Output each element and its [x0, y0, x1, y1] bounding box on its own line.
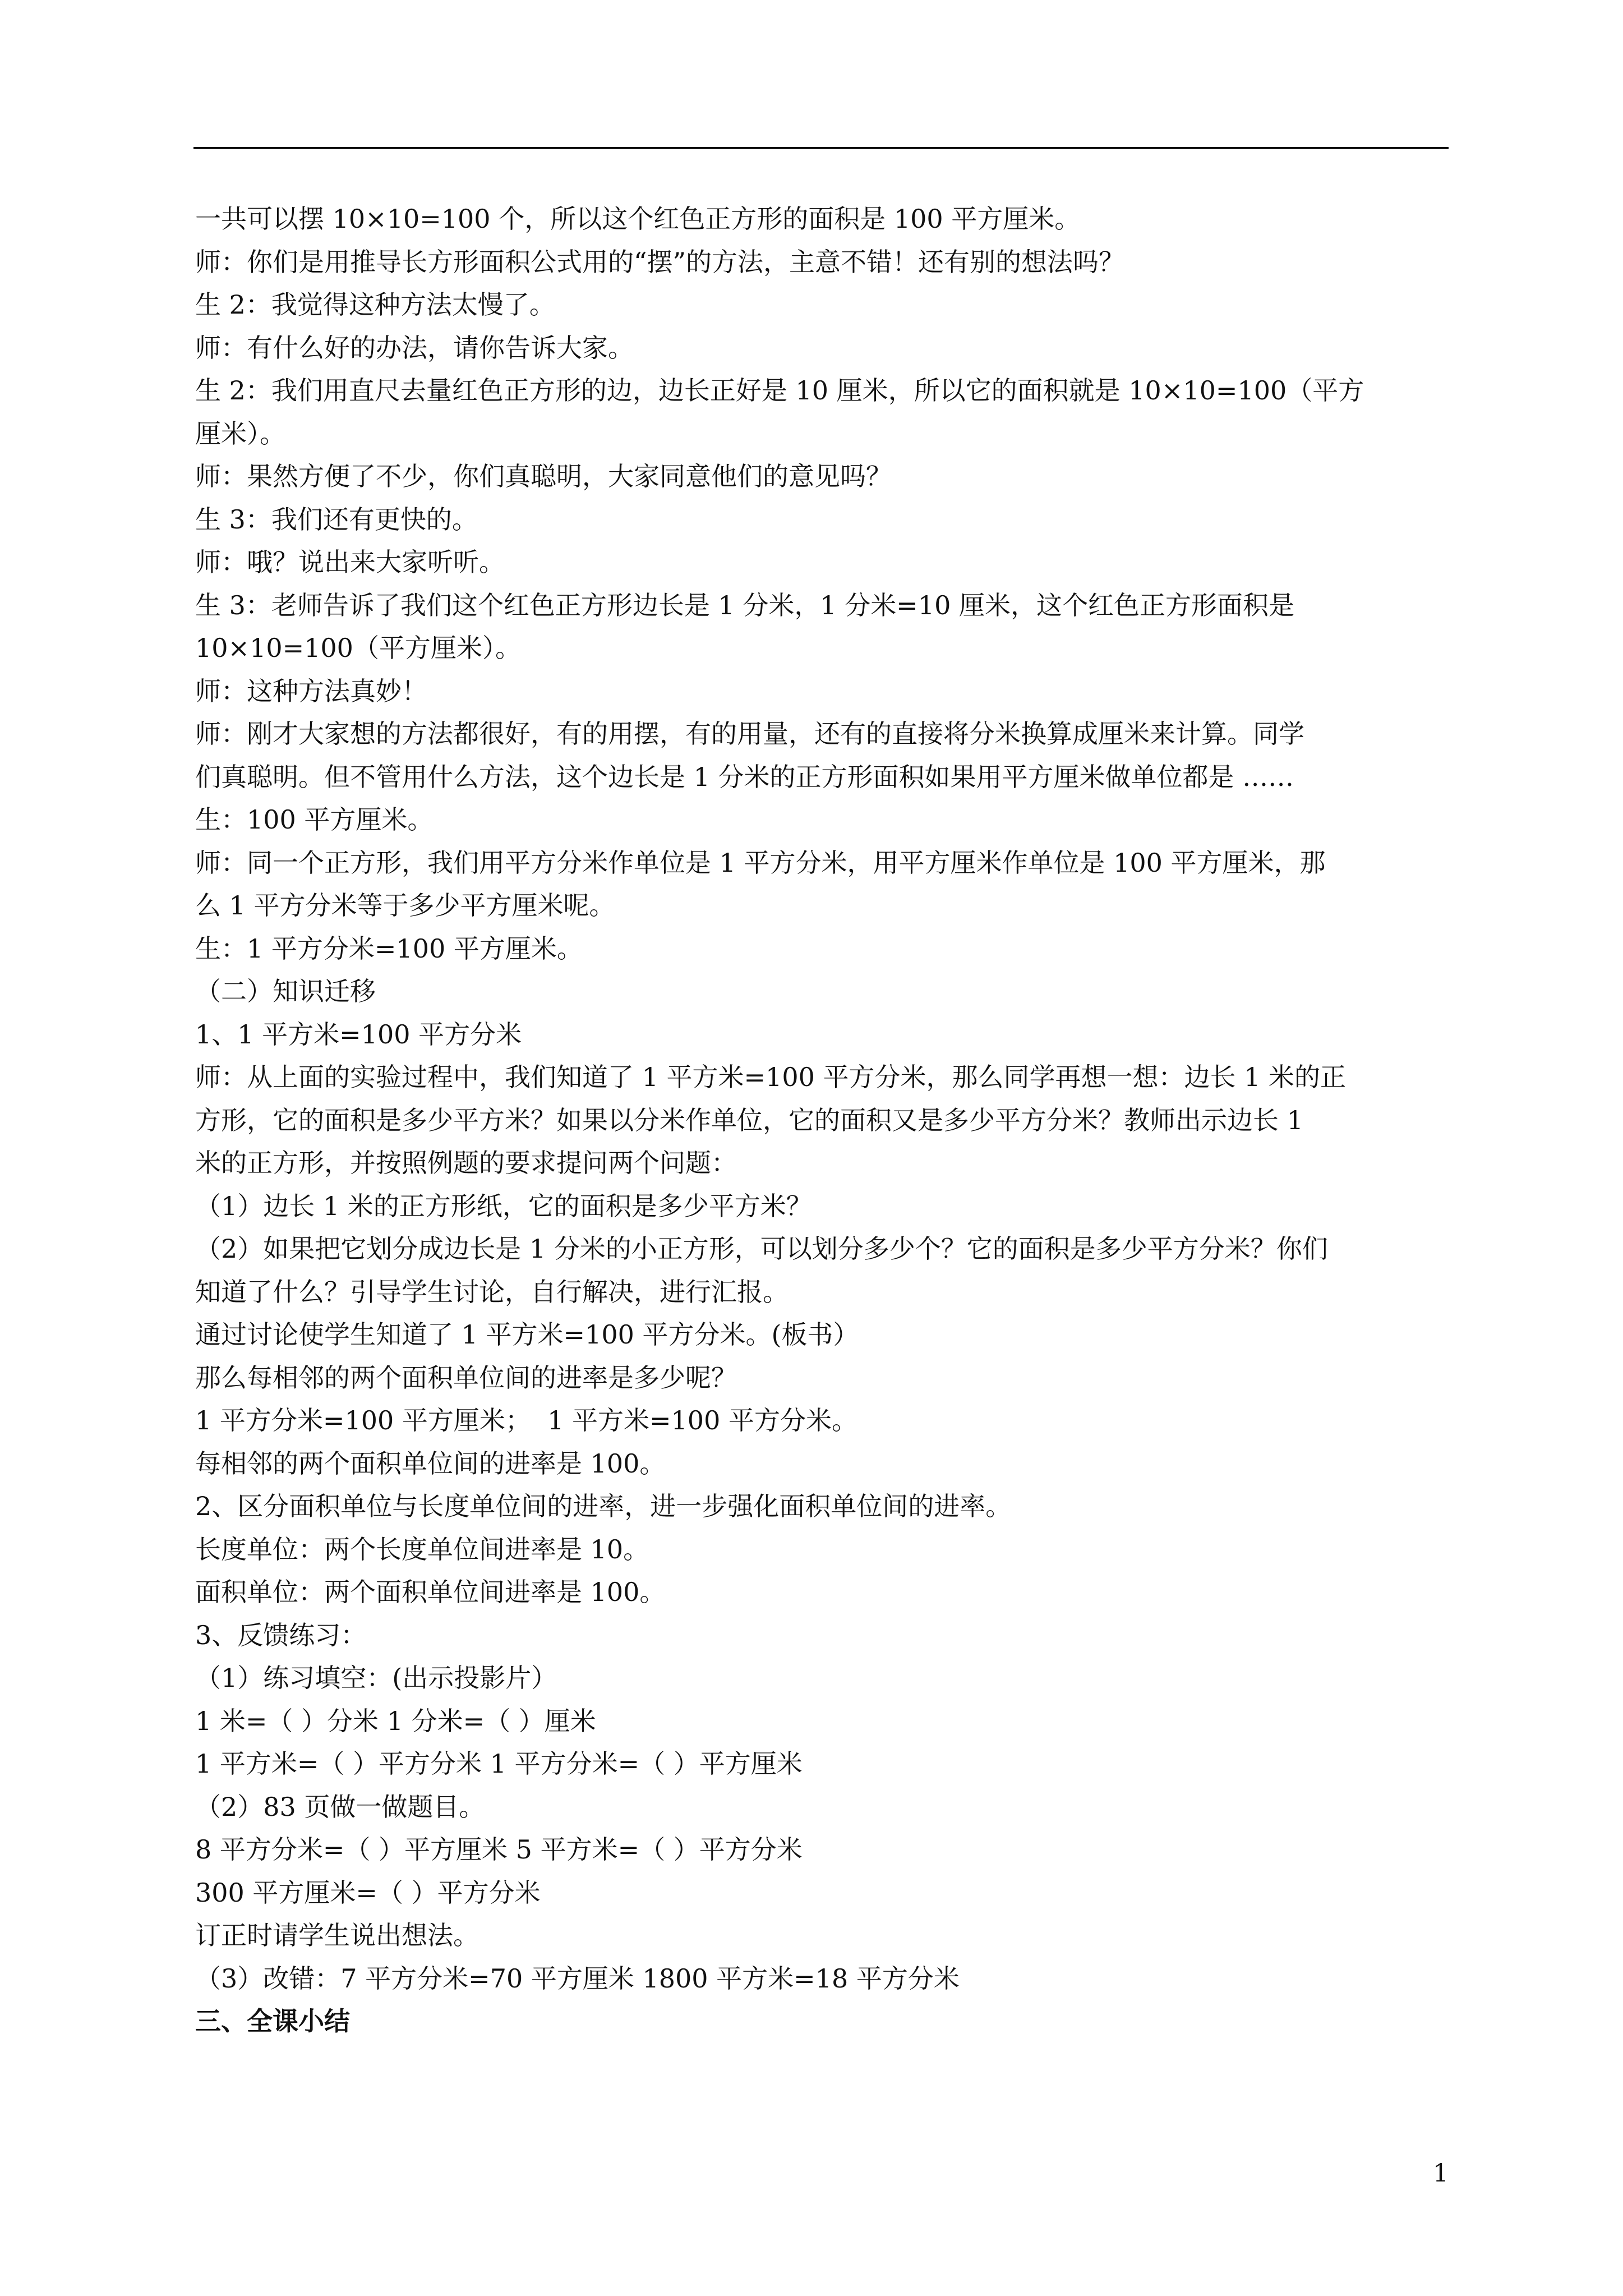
text-line: 那么每相邻的两个面积单位间的进率是多少呢？ — [195, 1362, 737, 1393]
text-line: 师：刚才大家想的方法都很好，有的用摆，有的用量，还有的直接将分米换算成厘米来计算。同学 — [195, 719, 1304, 749]
text-line: 1 平方米=（ ）平方分米 1 平方分米=（ ）平方厘米 — [195, 1749, 803, 1779]
text-line: 师：这种方法真妙！ — [195, 675, 427, 706]
text-line: 米的正方形，并按照例题的要求提问两个问题： — [195, 1148, 737, 1178]
text-line: 们真聪明。但不管用什么方法，这个边长是 1 分米的正方形面积如果用平方厘米做单位都是 …… — [195, 761, 1294, 792]
section-heading: （二）知识迁移 — [195, 976, 376, 1006]
text-line: 师：同一个正方形，我们用平方分米作单位是 1 平方分米，用平方厘米作单位是 100 平方厘米，那 — [195, 847, 1326, 878]
text-line: 每相邻的两个面积单位间的进率是 100。 — [195, 1448, 666, 1479]
text-line: 生 2：我觉得这种方法太慢了。 — [195, 289, 555, 320]
text-line: 生：100 平方厘米。 — [195, 804, 434, 835]
text-line: （1）边长 1 米的正方形纸，它的面积是多少平方米？ — [195, 1190, 812, 1221]
text-line: 300 平方厘米=（ ）平方分米 — [195, 1877, 541, 1908]
text-line: 师：哦？说出来大家听听。 — [195, 547, 505, 577]
document-body — [195, 197, 1451, 2043]
text-line: 3、反馈练习： — [195, 1619, 367, 1650]
text-line: 师：有什么好的办法，请你告诉大家。 — [195, 332, 634, 363]
section-heading: 三、全课小结 — [195, 2006, 350, 2036]
text-line: 1 米=（ ）分米 1 分米=（ ）厘米 — [195, 1705, 596, 1736]
text-line: （1）练习填空：(出示投影片） — [195, 1663, 557, 1693]
text-line: 知道了什么？引导学生讨论，自行解决，进行汇报。 — [195, 1276, 789, 1307]
text-line: 10×10=100（平方厘米）。 — [195, 633, 521, 663]
text-line: 长度单位：两个长度单位间进率是 10。 — [195, 1534, 649, 1565]
text-line: 通过讨论使学生知道了 1 平方米=100 平方分米。(板书） — [195, 1319, 859, 1350]
text-line: 师：果然方便了不少，你们真聪明，大家同意他们的意见吗？ — [195, 461, 892, 491]
text-line: 生 3：老师告诉了我们这个红色正方形边长是 1 分米，1 分米=10 厘米，这个红色正方形面积是 — [195, 590, 1294, 620]
text-line: （2）83 页做一做题目。 — [195, 1791, 485, 1822]
text-line: 生：1 平方分米=100 平方厘米。 — [195, 933, 583, 964]
text-line: 8 平方分米=（ ）平方厘米 5 平方米=（ ）平方分米 — [195, 1834, 803, 1865]
text-line: 师：你们是用推导长方形面积公式用的“摆”的方法，主意不错！还有别的想法吗？ — [195, 246, 1125, 277]
text-line: （3）改错：7 平方分米=70 平方厘米 1800 平方米=18 平方分米 — [195, 1963, 960, 1994]
text-line: 生 2：我们用直尺去量红色正方形的边，边长正好是 10 厘米，所以它的面积就是 10×10=100（平方 — [195, 375, 1364, 406]
page-number: 1 — [1433, 2159, 1449, 2188]
text-line: 面积单位：两个面积单位间进率是 100。 — [195, 1577, 666, 1607]
text-line: 1 平方分米=100 平方厘米； 1 平方米=100 平方分米。 — [195, 1405, 857, 1435]
header-rule — [193, 147, 1449, 149]
text-line: 一共可以摆 10×10=100 个，所以这个红色正方形的面积是 100 平方厘米。 — [195, 204, 1081, 234]
text-line: 方形，它的面积是多少平方米？如果以分米作单位，它的面积又是多少平方分米？教师出示边长 1 — [195, 1105, 1303, 1135]
text-line: 师：从上面的实验过程中，我们知道了 1 平方米=100 平方分米，那么同学再想一想：边长 1 米的正 — [195, 1062, 1346, 1092]
text-line: 么 1 平方分米等于多少平方厘米呢。 — [195, 890, 615, 921]
text-line: 2、区分面积单位与长度单位间的进率，进一步强化面积单位间的进率。 — [195, 1491, 1012, 1521]
text-line: 订正时请学生说出想法。 — [195, 1920, 479, 1950]
text-line: 厘米）。 — [195, 418, 285, 449]
text-line: 1、1 平方米=100 平方分米 — [195, 1019, 522, 1050]
text-line: 生 3：我们还有更快的。 — [195, 504, 478, 535]
text-line: （2）如果把它划分成边长是 1 分米的小正方形，可以划分多少个？它的面积是多少平方分米？你们 — [195, 1234, 1328, 1264]
